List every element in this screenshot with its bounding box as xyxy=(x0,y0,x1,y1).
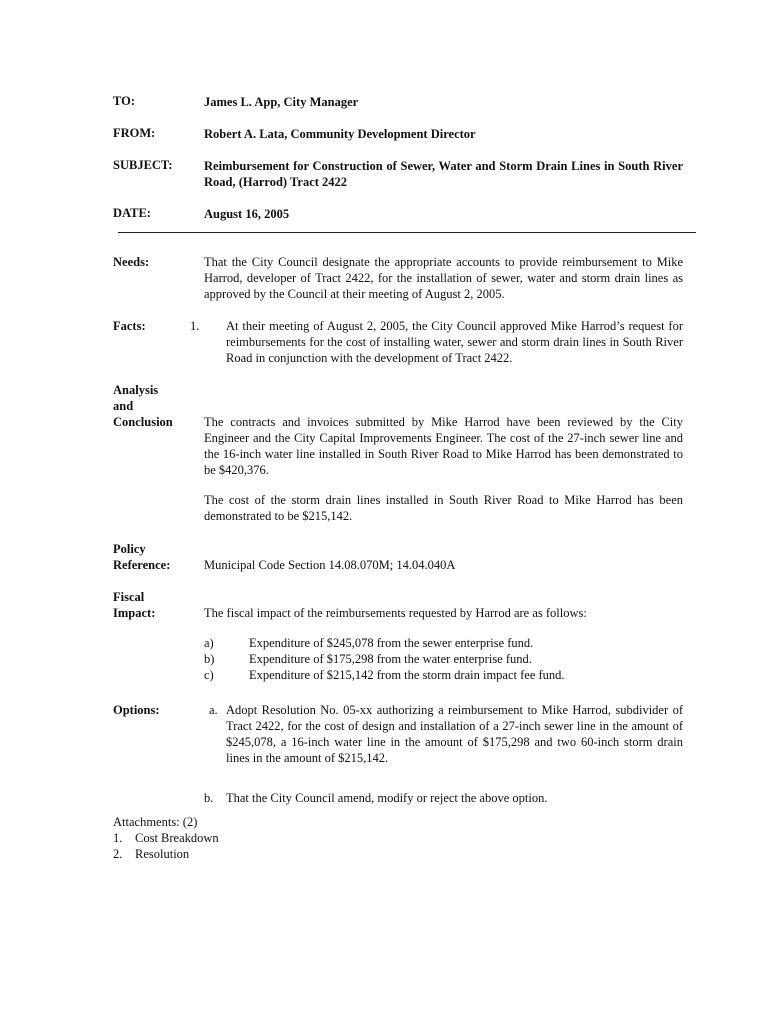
analysis-label-line3: Conclusion xyxy=(113,415,173,429)
to-label: TO: xyxy=(113,94,135,108)
fiscal-body xyxy=(204,605,683,683)
fiscal-item xyxy=(204,667,683,683)
subject-value: Reimbursement for Construction of Sewer, Water and Storm Drain Lines in South River Road, (Harrod) Tract 2422 xyxy=(204,159,683,189)
facts-list xyxy=(190,318,683,366)
attachments-title: Attachments: (2) xyxy=(113,815,198,829)
fiscal-item-key: b) xyxy=(204,652,215,666)
analysis-body xyxy=(204,414,683,524)
options-list xyxy=(204,702,683,806)
subject-label: SUBJECT: xyxy=(113,158,173,172)
attachments xyxy=(113,814,219,862)
attachment-item xyxy=(113,830,219,846)
facts-label: Facts: xyxy=(113,319,146,333)
options-label: Options: xyxy=(113,703,160,717)
attachment-item-key: 1. xyxy=(113,831,123,845)
option-item xyxy=(204,790,683,806)
attachment-item-key: 2. xyxy=(113,847,123,861)
analysis-label-line1: Analysis xyxy=(113,383,159,397)
option-item-text: Adopt Resolution No. 05-xx authorizing a reimbursement to Mike Harrod, subdivider of Tract 2422, for the cost of design and installation of a 27-inch sewer line in the amount of $245,078, a 16-inch water line in the amount of $175,298 and two 60-inch storm drain lines in the amount of $215,142. xyxy=(226,703,683,765)
facts-item xyxy=(190,318,683,366)
analysis-label-line2: and xyxy=(113,399,134,413)
policy-label-line1: Policy xyxy=(113,542,146,556)
fiscal-item-text: Expenditure of $245,078 from the sewer enterprise fund. xyxy=(249,636,534,650)
fiscal-intro: The fiscal impact of the reimbursements requested by Harrod are as follows: xyxy=(204,606,587,620)
fiscal-item-text: Expenditure of $215,142 from the storm drain impact fee fund. xyxy=(249,668,565,682)
to-value: James L. App, City Manager xyxy=(204,95,359,109)
analysis-paragraph-2: The cost of the storm drain lines installed in South River Road to Mike Harrod has been demonstrated to be $215,142. xyxy=(204,493,683,523)
fiscal-item-key: c) xyxy=(204,668,214,682)
fiscal-label xyxy=(113,589,201,621)
option-item-text: That the City Council amend, modify or reject the above option. xyxy=(226,791,548,805)
needs-text: That the City Council designate the appropriate accounts to provide reimbursement to Mike Harrod, developer of Tract 2422, for the installation of sewer, water and storm drain lines as approved by the Council at their meeting of August 2, 2005. xyxy=(204,255,683,301)
option-item xyxy=(204,702,683,766)
attachment-item-text: Resolution xyxy=(135,847,190,861)
policy-text: Municipal Code Section 14.08.070M; 14.04.040A xyxy=(204,558,456,572)
date-label: DATE: xyxy=(113,206,151,220)
option-item-key: b. xyxy=(204,791,214,805)
analysis-paragraph-1: The contracts and invoices submitted by Mike Harrod have been reviewed by the City Engineer and the City Capital Improvements Engineer. The cost of the 27-inch sewer line and the 16-inch water line installed in South River Road to Mike Harrod has been demonstrated to be $420,376. xyxy=(204,415,683,477)
option-item-key: a. xyxy=(209,703,218,717)
policy-label-line2: Reference: xyxy=(113,558,171,572)
fiscal-list xyxy=(204,635,683,683)
fiscal-label-line1: Fiscal xyxy=(113,590,145,604)
analysis-label xyxy=(113,382,201,430)
fiscal-item-text: Expenditure of $175,298 from the water enterprise fund. xyxy=(249,652,532,666)
attachment-item-text: Cost Breakdown xyxy=(135,831,219,845)
from-label: FROM: xyxy=(113,126,156,140)
needs-label: Needs: xyxy=(113,255,150,269)
fiscal-label-line2: Impact: xyxy=(113,606,156,620)
fiscal-item xyxy=(204,635,683,651)
header-divider xyxy=(118,232,696,233)
attachment-item xyxy=(113,846,219,862)
policy-label xyxy=(113,541,201,573)
fiscal-item xyxy=(204,651,683,667)
fiscal-item-key: a) xyxy=(204,636,214,650)
from-value: Robert A. Lata, Community Development Director xyxy=(204,127,476,141)
facts-item-text: At their meeting of August 2, 2005, the City Council approved Mike Harrod’s request for reimbursements for the cost of installing water, sewer and storm drain lines in South River Road in conjunction with the development of Tract 2422. xyxy=(226,319,683,365)
date-value: August 16, 2005 xyxy=(204,207,290,221)
facts-item-number: 1. xyxy=(190,319,200,333)
